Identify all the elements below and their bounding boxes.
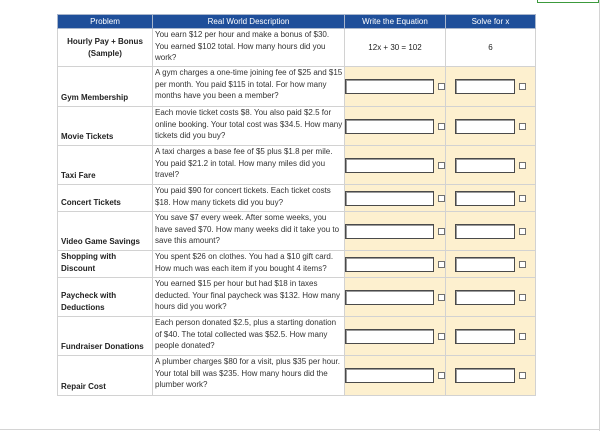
header-equation: Write the Equation xyxy=(345,15,446,29)
equation-input[interactable] xyxy=(345,329,434,344)
sample-solution: 6 xyxy=(446,29,536,67)
solution-input[interactable] xyxy=(455,158,515,173)
solution-checkbox[interactable] xyxy=(519,228,526,235)
sample-problem: Hourly Pay + Bonus (Sample) xyxy=(58,29,153,67)
problem-name: Taxi Fare xyxy=(58,146,153,185)
solution-checkbox[interactable] xyxy=(519,294,526,301)
solution-checkbox[interactable] xyxy=(519,162,526,169)
problem-name: Paycheck with Deductions xyxy=(58,278,153,317)
solve-cell xyxy=(446,317,536,356)
solution-input[interactable] xyxy=(455,290,515,305)
sample-equation: 12x + 30 = 102 xyxy=(345,29,446,67)
header-row xyxy=(58,15,536,29)
table-row xyxy=(58,212,536,251)
problem-description: A taxi charges a base fee of $5 plus $1.8 per mile. You paid $21.2 in total. How many miles did you travel? xyxy=(153,146,345,185)
equation-checkbox[interactable] xyxy=(438,333,445,340)
solve-cell xyxy=(446,356,536,396)
equation-cell xyxy=(345,67,446,107)
table-row xyxy=(58,356,536,396)
problem-description: Each person donated $2.5, plus a starting donation of $40. The total collected was $52.5. How many people donated? xyxy=(153,317,345,356)
solve-cell xyxy=(446,107,536,146)
problem-name: Gym Membership xyxy=(58,67,153,107)
problem-description: You paid $90 for concert tickets. Each ticket costs $18. How many tickets did you buy? xyxy=(153,185,345,212)
table-row xyxy=(58,317,536,356)
equation-checkbox[interactable] xyxy=(438,83,445,90)
solve-cell xyxy=(446,146,536,185)
equation-checkbox[interactable] xyxy=(438,123,445,130)
solution-input[interactable] xyxy=(455,119,515,134)
equation-checkbox[interactable] xyxy=(438,294,445,301)
solution-input[interactable] xyxy=(455,191,515,206)
problem-description: A plumber charges $80 for a visit, plus $35 per hour. Your total bill was $235. How many hours did the plumber work? xyxy=(153,356,345,396)
sample-row xyxy=(58,29,536,67)
problem-description: You earned $15 per hour but had $18 in taxes deducted. Your final paycheck was $132. How many hours did you work? xyxy=(153,278,345,317)
solve-cell xyxy=(446,251,536,278)
equation-worksheet-table xyxy=(57,14,536,396)
solution-checkbox[interactable] xyxy=(519,333,526,340)
equation-cell xyxy=(345,317,446,356)
sample-description: You earn $12 per hour and make a bonus of $30. You earned $102 total. How many hours did you work? xyxy=(153,29,345,67)
header-solve: Solve for x xyxy=(446,15,536,29)
equation-cell xyxy=(345,356,446,396)
table-row xyxy=(58,67,536,107)
table-row xyxy=(58,107,536,146)
solution-checkbox[interactable] xyxy=(519,261,526,268)
header-problem: Problem xyxy=(58,15,153,29)
table-row xyxy=(58,251,536,278)
equation-checkbox[interactable] xyxy=(438,195,445,202)
problem-description: You save $7 every week. After some weeks, you have saved $70. How many weeks did it take you to save this amount? xyxy=(153,212,345,251)
solution-checkbox[interactable] xyxy=(519,195,526,202)
equation-input[interactable] xyxy=(345,224,434,239)
equation-input[interactable] xyxy=(345,290,434,305)
window-edge-bottom xyxy=(0,429,600,430)
equation-cell xyxy=(345,146,446,185)
solve-cell xyxy=(446,212,536,251)
solution-checkbox[interactable] xyxy=(519,83,526,90)
equation-input[interactable] xyxy=(345,158,434,173)
table-row xyxy=(58,278,536,317)
problem-name: Fundraiser Donations xyxy=(58,317,153,356)
problem-name: Shopping with Discount xyxy=(58,251,153,278)
header-description: Real World Description xyxy=(153,15,345,29)
solve-cell xyxy=(446,185,536,212)
equation-input[interactable] xyxy=(345,191,434,206)
equation-input[interactable] xyxy=(345,257,434,272)
solution-input[interactable] xyxy=(455,329,515,344)
problem-description: Each movie ticket costs $8. You also paid $2.5 for online booking. Your total cost was $34.5. How many tickets did you buy? xyxy=(153,107,345,146)
selected-tab-corner xyxy=(537,0,599,3)
equation-cell xyxy=(345,107,446,146)
problem-name: Concert Tickets xyxy=(58,185,153,212)
problem-name: Movie Tickets xyxy=(58,107,153,146)
table-row xyxy=(58,185,536,212)
solve-cell xyxy=(446,278,536,317)
problem-name: Video Game Savings xyxy=(58,212,153,251)
problem-name: Repair Cost xyxy=(58,356,153,396)
solution-input[interactable] xyxy=(455,368,515,383)
solution-input[interactable] xyxy=(455,79,515,94)
solution-input[interactable] xyxy=(455,224,515,239)
solution-input[interactable] xyxy=(455,257,515,272)
equation-checkbox[interactable] xyxy=(438,372,445,379)
equation-input[interactable] xyxy=(345,79,434,94)
equation-input[interactable] xyxy=(345,119,434,134)
equation-input[interactable] xyxy=(345,368,434,383)
problem-description: You spent $26 on clothes. You had a $10 gift card. How much was each item if you bought 4 items? xyxy=(153,251,345,278)
equation-checkbox[interactable] xyxy=(438,162,445,169)
solution-checkbox[interactable] xyxy=(519,372,526,379)
equation-checkbox[interactable] xyxy=(438,228,445,235)
equation-cell xyxy=(345,251,446,278)
table-row xyxy=(58,146,536,185)
problem-description: A gym charges a one-time joining fee of $25 and $15 per month. You paid $115 in total. For how many months have you been a member? xyxy=(153,67,345,107)
equation-cell xyxy=(345,212,446,251)
solution-checkbox[interactable] xyxy=(519,123,526,130)
equation-cell xyxy=(345,278,446,317)
equation-cell xyxy=(345,185,446,212)
solve-cell xyxy=(446,67,536,107)
equation-checkbox[interactable] xyxy=(438,261,445,268)
